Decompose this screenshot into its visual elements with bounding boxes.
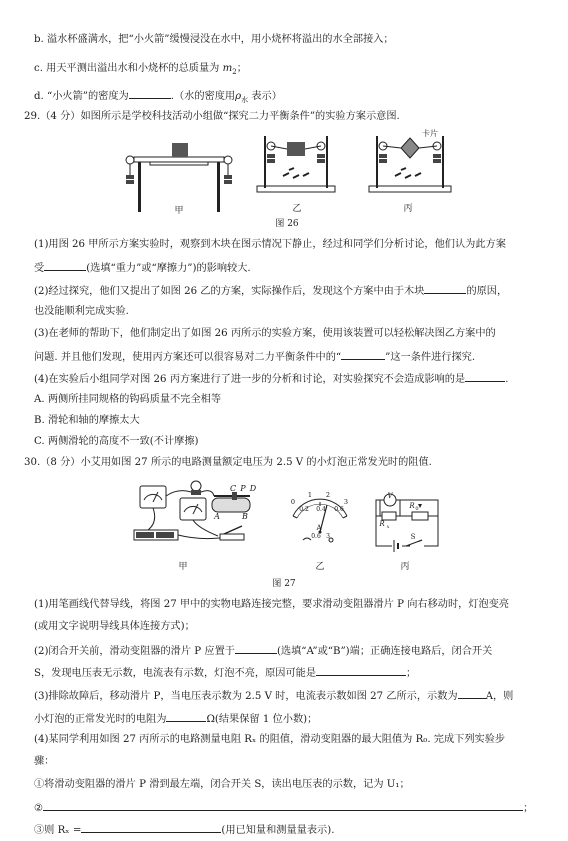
fig27-caption: 图 27 xyxy=(272,579,296,589)
fig26-label-bing: 丙 xyxy=(403,204,413,214)
q29-option-b: B. 滑轮和轴的摩擦太大 xyxy=(34,415,140,426)
q29-p3b: 问题. 并且他们发现，使用丙方案还可以很容易对二力平衡条件中的“ ”这一条件进行探究. xyxy=(34,349,475,365)
fig27-label-jia: 甲 xyxy=(178,562,188,572)
q29-p3a: (3)在老师的帮助下，他们制定出了如图 26 丙所示的实验方案，使用该装置可以轻松解决图乙方案中的 xyxy=(34,328,496,339)
scale-bottom-06: 0.6 xyxy=(334,506,344,513)
step-c: c. 用天平测出溢出水和小烧杯的总质量为 $m_2$； xyxy=(34,63,247,77)
rheostat-letter-d: D xyxy=(249,484,257,493)
answer-blank[interactable] xyxy=(235,643,277,654)
answer-blank[interactable] xyxy=(465,371,505,382)
fig27-bing-circuit xyxy=(372,486,442,552)
rheostat-letter-b: B xyxy=(242,512,248,521)
scale-top-2: 2 xyxy=(325,491,331,499)
step-d: d. “小火箭”的密度为 .（水的密度用$\rho_水$ 表示） xyxy=(34,88,282,107)
q30-p3b: 小灯泡的正常发光时的电阻为 Ω(结果保留 1 位小数)； xyxy=(34,711,317,727)
q29-option-c: C. 两侧滑轮的高度不一致(不计摩擦) xyxy=(34,436,199,447)
q30-p2a: (2)闭合开关前，滑动变阻器的滑片 P 应置于 (选填“A”或“B”)端；正确连接电路后，闭合开关 xyxy=(34,643,492,659)
q29-p2a: (2)经过探究，他们又提出了如图 26 乙的方案，实际操作后，发现这个方案中由于木块 的原因， xyxy=(34,283,507,299)
answer-blank[interactable] xyxy=(424,283,466,294)
q30-p1a: (1)用笔画线代替导线，将图 27 甲中的实物电路连接完整，要求滑动变阻器滑片 P 向右移动时，灯泡变亮 xyxy=(34,599,510,610)
answer-blank[interactable] xyxy=(316,665,406,676)
circuit-label-r0: R xyxy=(409,502,415,510)
answer-blank[interactable] xyxy=(166,711,206,722)
circuit-label-x: x xyxy=(386,524,390,530)
q30-p1b: (或用文字说明导线具体连接方式)； xyxy=(34,621,195,632)
q30-p3a: (3)排除故障后，移动滑片 P，当电压表示数为 2.5 V 时，电流表示数如图 27 乙所示，示数为 A，则 xyxy=(34,688,513,704)
q30-step3: ③则 Rₓ = (用已知量和测量量表示). xyxy=(34,822,334,838)
q29-p1b: 受 (选填“重力”或“摩擦力”)的影响较大. xyxy=(34,260,251,276)
q29-heading: 29.（4 分）如图所示是学校科技活动小组做“探究二力平衡条件”的实验方案示意图. xyxy=(24,111,400,122)
q30-p4b: 骤： xyxy=(34,756,55,767)
fig27-label-bing: 丙 xyxy=(400,562,410,572)
q29-option-a: A. 两侧所挂同规格的钩码质量不完全相等 xyxy=(34,394,222,405)
meter-terminal-06: 0.6 xyxy=(311,533,321,540)
fig26-label-yi: 乙 xyxy=(292,204,302,214)
answer-blank[interactable] xyxy=(458,688,486,699)
q30-step2: ② ； xyxy=(34,800,533,816)
answer-blank[interactable] xyxy=(129,88,171,99)
rheostat-letter-c: C xyxy=(229,484,237,493)
circuit-label-r: R xyxy=(379,520,385,528)
rheostat-letter-a: A xyxy=(214,512,220,521)
scale-top-0: 0 xyxy=(290,498,296,506)
fig26-caption: 图 26 xyxy=(275,219,299,229)
rheostat-letter-p: P xyxy=(240,484,246,493)
answer-blank[interactable] xyxy=(44,260,86,271)
fig26-label-jia: 甲 xyxy=(174,206,184,216)
scale-top-1: 1 xyxy=(307,491,313,499)
circuit-label-v: V xyxy=(387,492,393,500)
q30-p2b: S，发现电压表无示数，电流表有示数，灯泡不亮，原因可能是 ； xyxy=(34,665,416,681)
answer-blank[interactable] xyxy=(341,349,385,360)
circuit-label-0: 0 xyxy=(415,506,419,512)
step-b: b. 溢水杯盛满水，把“小火箭”缓慢浸没在水中，用小烧杯将溢出的水全部接入； xyxy=(34,34,394,45)
fig27-label-yi: 乙 xyxy=(315,562,325,572)
scale-top-3: 3 xyxy=(343,498,349,506)
q29-p2b: 也没能顺利完成实验. xyxy=(34,306,129,317)
q29-p1a: (1)用图 26 甲所示方案实验时，观察到木块在图示情况下静止，经过和同学们分析讨论，他们认为此方案 xyxy=(34,239,506,250)
q29-p4: (4)在实验后小组同学对图 26 丙方案进行了进一步的分析和讨论，对实验探究不会造成影响的是 . xyxy=(34,371,508,387)
meter-unit: A xyxy=(316,524,322,532)
card-label: 卡片 xyxy=(422,129,438,138)
q30-step1: ①将滑动变阻器的滑片 P 滑到最左端，闭合开关 S，读出电压表的示数，记为 U₁； xyxy=(34,779,410,790)
q30-heading: 30.（8 分）小艾用如图 27 所示的电路测量额定电压为 2.5 V 的小灯泡正常发光时的阻值. xyxy=(24,457,432,468)
circuit-label-s: S xyxy=(410,533,416,541)
answer-blank[interactable] xyxy=(43,800,523,811)
scale-bottom-04: 0.4 xyxy=(316,506,326,513)
scale-bottom-02: 0.2 xyxy=(299,506,309,513)
meter-terminal-3: 3 xyxy=(326,533,330,540)
answer-blank[interactable] xyxy=(81,822,221,833)
q30-p4a: (4)某同学利用如图 27 丙所示的电路测量电阻 Rₓ 的阻值，滑动变阻器的最大阻值为 R₀. 完成下列实验步 xyxy=(34,734,506,745)
fig26-yi xyxy=(255,128,337,198)
fig26-bing xyxy=(365,128,455,198)
